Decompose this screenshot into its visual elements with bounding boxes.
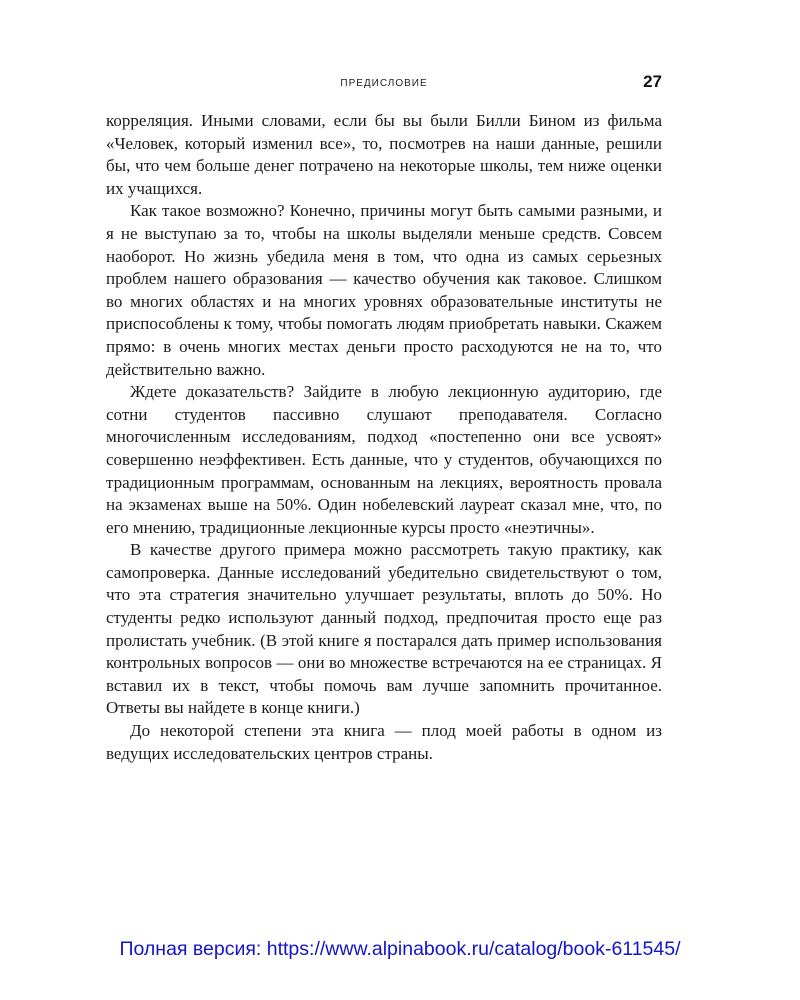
paragraph: В качестве другого примера можно рассмотреть такую практику, как самопроверка. Данные исследований убедительно свидетельствуют о том, что эта стратегия значительно улучшает результаты, вплоть до 50%. Но студенты редко используют данный подход, предпочитая просто еще раз пролистать учебник. (В этой книге я постарался дать пример использования контрольных вопросов — они во множестве встречаются на ее страницах. Я вставил их в текст, чтобы помочь вам лучше запомнить прочитанное. Ответы вы найдете в конце книги.): [106, 540, 662, 718]
paragraph: корреляция. Иными словами, если бы вы были Билли Бином из фильма «Человек, который изменил все», то, посмотрев на наши данные, решили бы, что чем больше денег потрачено на некоторые школы, тем ниже оценки их учащихся.: [106, 111, 662, 198]
paragraph: Ждете доказательств? Зайдите в любую лекционную аудиторию, где сотни студентов пассивно слушают преподавателя. Согласно многочисленным исследованиям, подход «постепенно они все усвоят» совершенно неэффективен. Есть данные, что у студентов, обучающихся по традиционным программам, основанным на лекциях, вероятность провала на экзаменах выше на 50%. Один нобелевский лауреат сказал мне, что, по его мнению, традиционные лекционные курсы просто «неэтичны».: [106, 382, 662, 537]
page-number: 27: [643, 72, 662, 91]
body-text: [106, 110, 662, 765]
full-version-link[interactable]: Полная версия: https://www.alpinabook.ru/catalog/book-611545/: [119, 938, 681, 960]
section-title: ПРЕДИСЛОВИЕ: [340, 78, 428, 89]
paragraph: Как такое возможно? Конечно, причины могут быть самыми разными, и я не выступаю за то, чтобы на школы выделяли меньше средств. Совсем наоборот. Но жизнь убедила меня в том, что одна из самых серьезных проблем нашего образования — качество обучения как таковое. Слишком во многих областях и на многих уровнях образовательные институты не приспособлены к тому, чтобы помогать людям приобретать навыки. Скажем прямо: в очень многих местах деньги просто расходуются не на то, что действительно важно.: [106, 201, 662, 379]
paragraph: До некоторой степени эта книга — плод моей работы в одном из ведущих исследовательских центров страны.: [106, 721, 662, 763]
page-header: [106, 72, 662, 96]
